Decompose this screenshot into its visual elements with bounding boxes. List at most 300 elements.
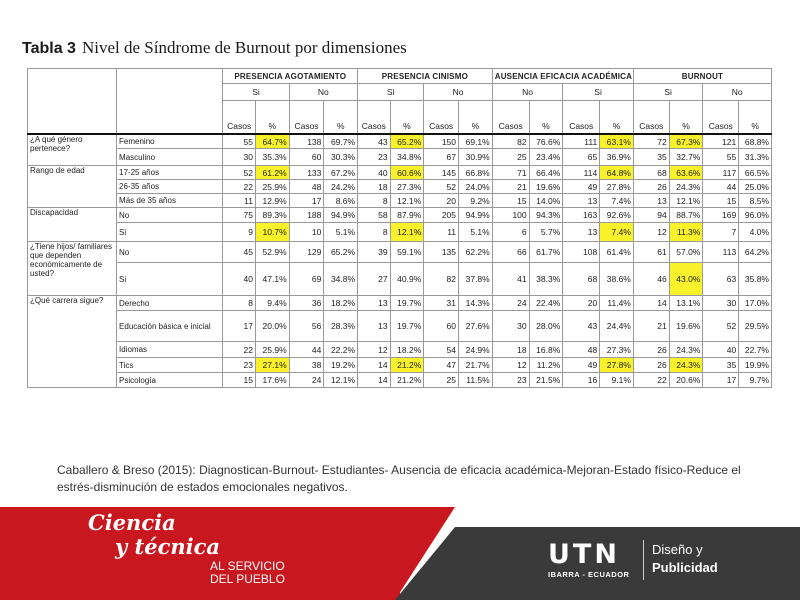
header-blank-1 [28, 69, 117, 135]
cell-casos: 75 [223, 208, 256, 223]
cell-casos: 15 [492, 194, 529, 208]
dept-line-2: Publicidad [652, 560, 718, 575]
cell-casos: 129 [289, 242, 324, 263]
cell-casos: 13 [358, 311, 391, 342]
logo-divider [643, 540, 644, 580]
column-header-percent: % [529, 101, 563, 135]
cell-casos: 82 [424, 263, 459, 296]
cell-percent: 12.9% [256, 194, 290, 208]
cell-percent: 27.3% [390, 180, 424, 194]
cell-casos: 188 [289, 208, 324, 223]
cell-percent: 24.0% [459, 180, 493, 194]
cell-casos: 8 [358, 194, 391, 208]
cell-casos: 133 [289, 166, 324, 180]
cell-casos: 49 [563, 180, 600, 194]
utn-logo-subtitle: IBARRA - ECUADOR [548, 570, 630, 579]
cell-casos: 11 [424, 223, 459, 242]
cell-percent: 10.7% [256, 223, 290, 242]
cell-percent: 17.6% [256, 373, 290, 388]
cell-casos: 35 [633, 149, 669, 166]
cell-casos: 108 [563, 242, 600, 263]
cell-percent: 22.2% [324, 342, 358, 358]
cell-casos: 58 [358, 208, 391, 223]
cell-percent: 9.1% [600, 373, 634, 388]
cell-percent: 35.8% [739, 263, 772, 296]
cell-percent: 34.8% [324, 263, 358, 296]
cell-percent: 19.9% [739, 358, 772, 373]
subcategory-label: No [117, 242, 223, 263]
cell-casos: 17 [223, 311, 256, 342]
cell-casos: 25 [492, 149, 529, 166]
cell-percent: 92.6% [600, 208, 634, 223]
cell-percent: 9.2% [459, 194, 493, 208]
cell-percent: 94.3% [529, 208, 563, 223]
subcategory-label: Si [117, 263, 223, 296]
cell-percent: 30.3% [324, 149, 358, 166]
cell-percent: 13.1% [669, 296, 703, 311]
cell-casos: 10 [289, 223, 324, 242]
cell-casos: 135 [424, 242, 459, 263]
cell-percent: 12.1% [669, 194, 703, 208]
cell-percent: 65.2% [324, 242, 358, 263]
column-header-percent: % [256, 101, 290, 135]
cell-casos: 41 [492, 263, 529, 296]
cell-percent: 16.8% [529, 342, 563, 358]
cell-percent: 40.9% [390, 263, 424, 296]
cell-percent: 64.7% [256, 134, 290, 149]
cell-percent: 66.5% [739, 166, 772, 180]
cell-percent: 69.1% [459, 134, 493, 149]
cell-percent: 18.2% [390, 342, 424, 358]
cell-casos: 30 [703, 296, 739, 311]
cell-casos: 55 [223, 134, 256, 149]
subcategory-label: Idiomas [117, 342, 223, 358]
cell-casos: 55 [703, 149, 739, 166]
slogan-line-3a: AL SERVICIO [210, 559, 285, 573]
cell-casos: 43 [358, 134, 391, 149]
cell-percent: 21.7% [459, 358, 493, 373]
cell-percent: 19.7% [390, 311, 424, 342]
cell-percent: 87.9% [390, 208, 424, 223]
cell-casos: 13 [563, 223, 600, 242]
cell-percent: 34.8% [390, 149, 424, 166]
cell-percent: 24.3% [669, 358, 703, 373]
cell-casos: 18 [358, 180, 391, 194]
column-header-percent: % [390, 101, 424, 135]
cell-percent: 22.4% [529, 296, 563, 311]
cell-percent: 19.6% [669, 311, 703, 342]
cell-casos: 72 [633, 134, 669, 149]
cell-casos: 82 [492, 134, 529, 149]
cell-casos: 22 [223, 342, 256, 358]
cell-percent: 11.2% [529, 358, 563, 373]
cell-percent: 76.6% [529, 134, 563, 149]
slogan-line-2: y técnica [115, 534, 220, 559]
cell-percent: 31.3% [739, 149, 772, 166]
cell-percent: 94.9% [324, 208, 358, 223]
cell-casos: 44 [289, 342, 324, 358]
table-number: Tabla 3 [22, 40, 76, 57]
column-header-percent: % [324, 101, 358, 135]
category-label: Discapacidad [28, 208, 117, 242]
cell-percent: 24.9% [459, 342, 493, 358]
slogan-line-3b: DEL PUEBLO [210, 572, 285, 586]
cell-casos: 26 [633, 342, 669, 358]
cell-percent: 27.6% [459, 311, 493, 342]
cell-percent: 20.0% [256, 311, 290, 342]
cell-percent: 38.6% [600, 263, 634, 296]
cell-casos: 138 [289, 134, 324, 149]
utn-logo [548, 541, 640, 581]
cell-casos: 52 [223, 166, 256, 180]
cell-casos: 27 [358, 263, 391, 296]
cell-percent: 65.2% [390, 134, 424, 149]
table-row [28, 180, 772, 194]
cell-casos: 52 [703, 311, 739, 342]
category-label: Rango de edad [28, 166, 117, 208]
dept-line-1: Diseño y [652, 542, 703, 557]
cell-casos: 48 [289, 180, 324, 194]
cell-casos: 117 [703, 166, 739, 180]
cell-percent: 7.4% [600, 194, 634, 208]
cell-casos: 48 [563, 342, 600, 358]
table-row [28, 134, 772, 149]
cell-percent: 27.1% [256, 358, 290, 373]
cell-percent: 32.7% [669, 149, 703, 166]
table-row [28, 208, 772, 223]
subcategory-label: Más de 35 años [117, 194, 223, 208]
cell-casos: 44 [703, 180, 739, 194]
cell-percent: 11.4% [600, 296, 634, 311]
cell-casos: 60 [424, 311, 459, 342]
cell-casos: 13 [633, 194, 669, 208]
cell-percent: 68.8% [739, 134, 772, 149]
cell-percent: 5.7% [529, 223, 563, 242]
subgroup-header: Si [563, 84, 634, 101]
subcategory-label: Tics [117, 358, 223, 373]
cell-casos: 43 [563, 311, 600, 342]
footer-dark-wedge [395, 527, 455, 600]
cell-percent: 23.4% [529, 149, 563, 166]
cell-casos: 14 [358, 373, 391, 388]
cell-casos: 22 [633, 373, 669, 388]
column-header-percent: % [600, 101, 634, 135]
cell-casos: 40 [703, 342, 739, 358]
cell-casos: 11 [223, 194, 256, 208]
cell-casos: 114 [563, 166, 600, 180]
cell-percent: 37.8% [459, 263, 493, 296]
cell-percent: 24.3% [669, 180, 703, 194]
cell-percent: 63.6% [669, 166, 703, 180]
column-header-casos: Casos [424, 101, 459, 135]
category-label: ¿A qué género pertenece? [28, 134, 117, 166]
subgroup-header: Si [358, 84, 424, 101]
cell-casos: 15 [223, 373, 256, 388]
table-row [28, 166, 772, 180]
subgroup-header: No [703, 84, 772, 101]
cell-percent: 66.8% [459, 166, 493, 180]
category-label: ¿Qué carrera sigue? [28, 296, 117, 388]
column-header-casos: Casos [289, 101, 324, 135]
table-row [28, 194, 772, 208]
table-row [28, 342, 772, 358]
cell-casos: 68 [633, 166, 669, 180]
burnout-table [27, 68, 772, 388]
cell-percent: 21.2% [390, 373, 424, 388]
cell-casos: 68 [563, 263, 600, 296]
table-row [28, 242, 772, 263]
subcategory-label: Derecho [117, 296, 223, 311]
cell-percent: 24.4% [600, 311, 634, 342]
cell-percent: 47.1% [256, 263, 290, 296]
cell-casos: 8 [358, 223, 391, 242]
cell-casos: 8 [223, 296, 256, 311]
cell-percent: 25.0% [739, 180, 772, 194]
cell-percent: 28.0% [529, 311, 563, 342]
cell-casos: 15 [703, 194, 739, 208]
cell-percent: 12.1% [324, 373, 358, 388]
column-header-percent: % [459, 101, 493, 135]
cell-percent: 24.2% [324, 180, 358, 194]
cell-percent: 61.4% [600, 242, 634, 263]
cell-casos: 17 [289, 194, 324, 208]
column-header-casos: Casos [358, 101, 391, 135]
cell-percent: 27.8% [600, 180, 634, 194]
subgroup-header: Si [223, 84, 289, 101]
cell-casos: 17 [703, 373, 739, 388]
cell-percent: 67.2% [324, 166, 358, 180]
cell-casos: 47 [424, 358, 459, 373]
cell-percent: 12.1% [390, 223, 424, 242]
cell-percent: 63.1% [600, 134, 634, 149]
table-row [28, 296, 772, 311]
cell-casos: 61 [633, 242, 669, 263]
cell-percent: 4.0% [739, 223, 772, 242]
burnout-table-container [27, 68, 772, 388]
cell-casos: 205 [424, 208, 459, 223]
cell-percent: 7.4% [600, 223, 634, 242]
subgroup-header: No [424, 84, 492, 101]
cell-casos: 25 [424, 373, 459, 388]
cell-casos: 39 [358, 242, 391, 263]
cell-casos: 13 [358, 296, 391, 311]
cell-percent: 64.8% [600, 166, 634, 180]
cell-percent: 35.3% [256, 149, 290, 166]
cell-percent: 96.0% [739, 208, 772, 223]
cell-percent: 14.0% [529, 194, 563, 208]
cell-percent: 52.9% [256, 242, 290, 263]
cell-percent: 21.5% [529, 373, 563, 388]
cell-casos: 7 [703, 223, 739, 242]
cell-casos: 45 [223, 242, 256, 263]
cell-casos: 21 [633, 311, 669, 342]
cell-casos: 163 [563, 208, 600, 223]
cell-percent: 22.7% [739, 342, 772, 358]
table-body [28, 134, 772, 388]
cell-casos: 100 [492, 208, 529, 223]
cell-casos: 23 [358, 149, 391, 166]
slogan-line-1: Ciencia [88, 510, 176, 535]
cell-percent: 18.2% [324, 296, 358, 311]
subcategory-label: Educación básica e inicial [117, 311, 223, 342]
cell-percent: 25.9% [256, 180, 290, 194]
cell-casos: 54 [424, 342, 459, 358]
cell-casos: 36 [289, 296, 324, 311]
cell-percent: 67.3% [669, 134, 703, 149]
cell-casos: 12 [358, 342, 391, 358]
group-header-agotamiento: PRESENCIA AGOTAMIENTO [223, 69, 358, 84]
cell-percent: 11.5% [459, 373, 493, 388]
cell-casos: 24 [492, 296, 529, 311]
cell-casos: 13 [563, 194, 600, 208]
cell-percent: 17.0% [739, 296, 772, 311]
column-header-casos: Casos [492, 101, 529, 135]
cell-casos: 49 [563, 358, 600, 373]
cell-casos: 94 [633, 208, 669, 223]
cell-casos: 71 [492, 166, 529, 180]
cell-casos: 24 [289, 373, 324, 388]
cell-percent: 14.3% [459, 296, 493, 311]
cell-casos: 18 [492, 342, 529, 358]
cell-casos: 30 [223, 149, 256, 166]
cell-percent: 9.4% [256, 296, 290, 311]
group-header-burnout: BURNOUT [633, 69, 771, 84]
column-header-casos: Casos [563, 101, 600, 135]
subcategory-label: No [117, 208, 223, 223]
column-header-percent: % [669, 101, 703, 135]
subgroup-header: No [289, 84, 357, 101]
cell-casos: 69 [289, 263, 324, 296]
cell-percent: 89.3% [256, 208, 290, 223]
cell-percent: 27.8% [600, 358, 634, 373]
cell-casos: 23 [492, 373, 529, 388]
cell-casos: 14 [633, 296, 669, 311]
subcategory-label: 26-35 años [117, 180, 223, 194]
cell-percent: 69.7% [324, 134, 358, 149]
cell-percent: 62.2% [459, 242, 493, 263]
cell-percent: 27.3% [600, 342, 634, 358]
cell-casos: 113 [703, 242, 739, 263]
cell-percent: 94.9% [459, 208, 493, 223]
group-header-eficacia: AUSENCIA EFICACIA ACADÉMICA [492, 69, 633, 84]
cell-casos: 40 [358, 166, 391, 180]
cell-casos: 46 [633, 263, 669, 296]
table-row [28, 149, 772, 166]
cell-casos: 9 [223, 223, 256, 242]
cell-casos: 56 [289, 311, 324, 342]
table-title-text: Nivel de Síndrome de Burnout por dimensiones [81, 38, 407, 57]
cell-percent: 5.1% [324, 223, 358, 242]
table-row [28, 373, 772, 388]
cell-percent: 30.9% [459, 149, 493, 166]
cell-casos: 52 [424, 180, 459, 194]
cell-percent: 28.3% [324, 311, 358, 342]
cell-percent: 64.2% [739, 242, 772, 263]
cell-casos: 150 [424, 134, 459, 149]
cell-percent: 19.2% [324, 358, 358, 373]
cell-percent: 61.7% [529, 242, 563, 263]
cell-percent: 61.2% [256, 166, 290, 180]
cell-percent: 57.0% [669, 242, 703, 263]
table-row [28, 223, 772, 242]
cell-casos: 12 [633, 223, 669, 242]
cell-percent: 25.9% [256, 342, 290, 358]
column-header-casos: Casos [223, 101, 256, 135]
cell-percent: 59.1% [390, 242, 424, 263]
cell-casos: 40 [223, 263, 256, 296]
cell-percent: 29.5% [739, 311, 772, 342]
cell-percent: 88.7% [669, 208, 703, 223]
subcategory-label: Psicología [117, 373, 223, 388]
cell-percent: 20.6% [669, 373, 703, 388]
subcategory-label: Si [117, 223, 223, 242]
header-blank-2 [117, 69, 223, 135]
cell-casos: 20 [424, 194, 459, 208]
cell-casos: 26 [633, 358, 669, 373]
cell-percent: 8.6% [324, 194, 358, 208]
cell-casos: 6 [492, 223, 529, 242]
cell-percent: 11.3% [669, 223, 703, 242]
cell-casos: 16 [563, 373, 600, 388]
cell-casos: 111 [563, 134, 600, 149]
cell-casos: 21 [492, 180, 529, 194]
table-row [28, 358, 772, 373]
utn-logo-text: UTN [548, 539, 620, 570]
subgroup-header: No [492, 84, 563, 101]
cell-percent: 43.0% [669, 263, 703, 296]
cell-percent: 19.6% [529, 180, 563, 194]
cell-casos: 22 [223, 180, 256, 194]
cell-casos: 145 [424, 166, 459, 180]
column-header-casos: Casos [703, 101, 739, 135]
cell-casos: 38 [289, 358, 324, 373]
cell-casos: 23 [223, 358, 256, 373]
cell-casos: 14 [358, 358, 391, 373]
cell-casos: 66 [492, 242, 529, 263]
slogan-line-3 [210, 560, 285, 586]
table-row [28, 263, 772, 296]
cell-percent: 5.1% [459, 223, 493, 242]
table-row [28, 311, 772, 342]
cell-percent: 24.3% [669, 342, 703, 358]
cell-casos: 169 [703, 208, 739, 223]
cell-casos: 35 [703, 358, 739, 373]
cell-casos: 60 [289, 149, 324, 166]
cell-casos: 12 [492, 358, 529, 373]
cell-casos: 67 [424, 149, 459, 166]
subgroup-header: Si [633, 84, 702, 101]
cell-casos: 30 [492, 311, 529, 342]
cell-percent: 60.6% [390, 166, 424, 180]
cell-casos: 65 [563, 149, 600, 166]
source-caption: Caballero & Breso (2015): Diagnostican-Burnout- Estudiantes- Ausencia de eficacia académica-Mejoran-Estado físico-Reduce el estrés-disminución de estados emocionales negativos. [57, 463, 741, 494]
table-title [22, 38, 407, 58]
cell-casos: 26 [633, 180, 669, 194]
cell-casos: 20 [563, 296, 600, 311]
cell-percent: 38.3% [529, 263, 563, 296]
cell-percent: 36.9% [600, 149, 634, 166]
category-label: ¿Tiene hijos/ familiares que dependen económicamente de usted? [28, 242, 117, 296]
cell-percent: 8.5% [739, 194, 772, 208]
subcategory-label: 17-25 años [117, 166, 223, 180]
cell-percent: 12.1% [390, 194, 424, 208]
cell-casos: 31 [424, 296, 459, 311]
column-header-casos: Casos [633, 101, 669, 135]
cell-casos: 121 [703, 134, 739, 149]
group-header-cinismo: PRESENCIA CINISMO [358, 69, 493, 84]
cell-percent: 9.7% [739, 373, 772, 388]
cell-percent: 19.7% [390, 296, 424, 311]
